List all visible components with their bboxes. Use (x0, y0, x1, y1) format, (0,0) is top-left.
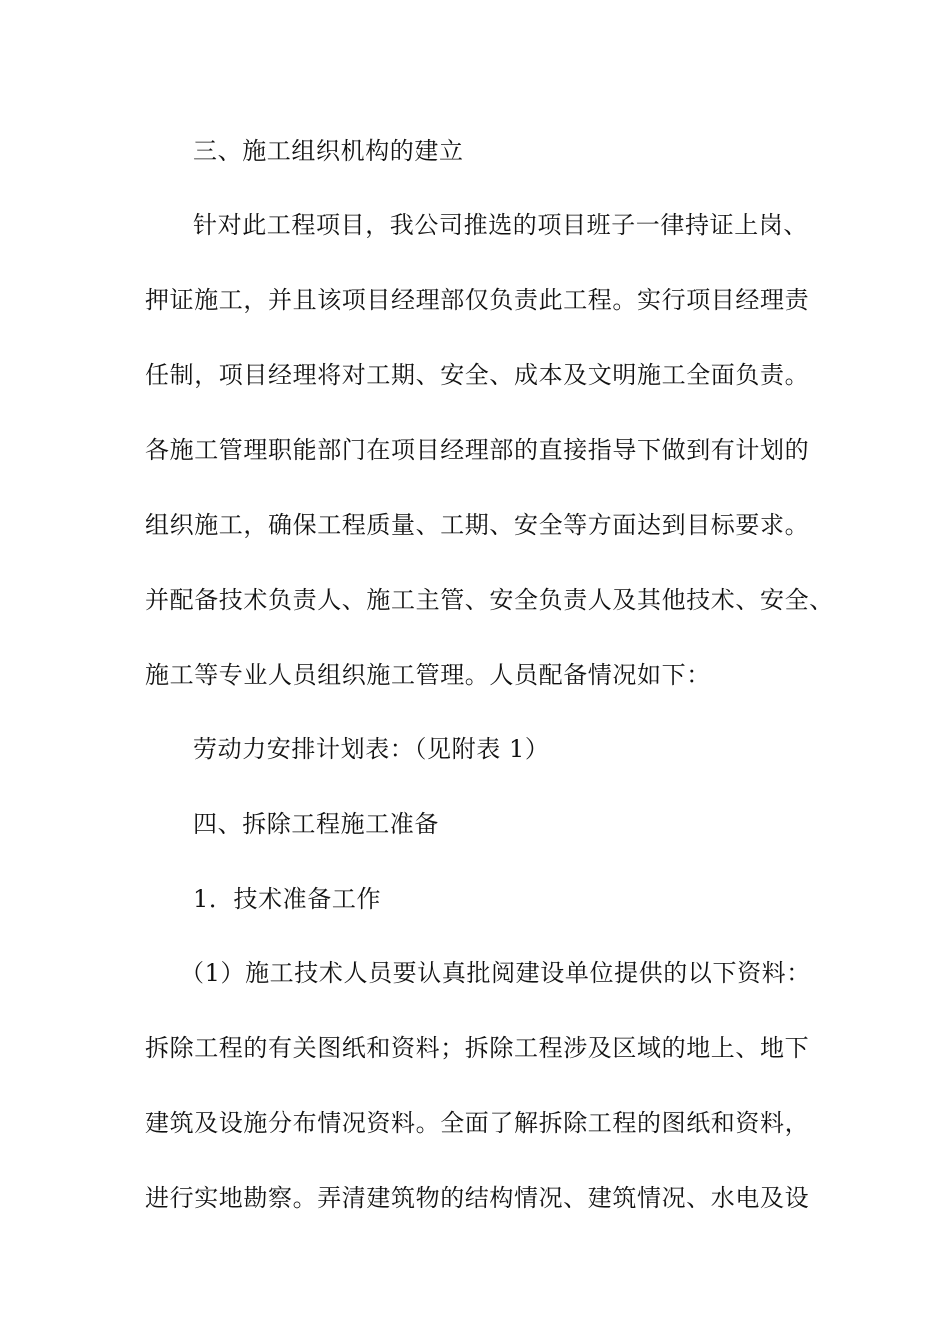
paragraph-line: 组织施工，确保工程质量、工期、安全等方面达到目标要求。 (145, 511, 810, 539)
subsection-1-heading: 1．技术准备工作 (193, 885, 382, 913)
section-3-heading: 三、施工组织机构的建立 (193, 137, 464, 165)
paragraph-line: 针对此工程项目，我公司推选的项目班子一律持证上岗、 (193, 211, 808, 239)
paragraph-line: 并配备技术负责人、施工主管、安全负责人及其他技术、安全、 (145, 586, 834, 614)
paragraph-line: 拆除工程的有关图纸和资料；拆除工程涉及区域的地上、地下 (145, 1034, 810, 1062)
paragraph-line: 各施工管理职能部门在项目经理部的直接指导下做到有计划的 (145, 436, 810, 464)
paragraph-line: 押证施工，并且该项目经理部仅负责此工程。实行项目经理责 (145, 286, 810, 314)
labor-plan-reference: 劳动力安排计划表：（见附表 1） (193, 735, 550, 763)
paragraph-line: 任制，项目经理将对工期、安全、成本及文明施工全面负责。 (145, 361, 810, 389)
paragraph-line: （1）施工技术人员要认真批阅建设单位提供的以下资料： (180, 959, 811, 987)
section-4-heading: 四、拆除工程施工准备 (193, 810, 439, 838)
paragraph-line: 施工等专业人员组织施工管理。人员配备情况如下： (145, 661, 711, 689)
paragraph-line: 建筑及设施分布情况资料。全面了解拆除工程的图纸和资料， (145, 1109, 810, 1137)
paragraph-line: 进行实地勘察。弄清建筑物的结构情况、建筑情况、水电及设 (145, 1184, 810, 1212)
